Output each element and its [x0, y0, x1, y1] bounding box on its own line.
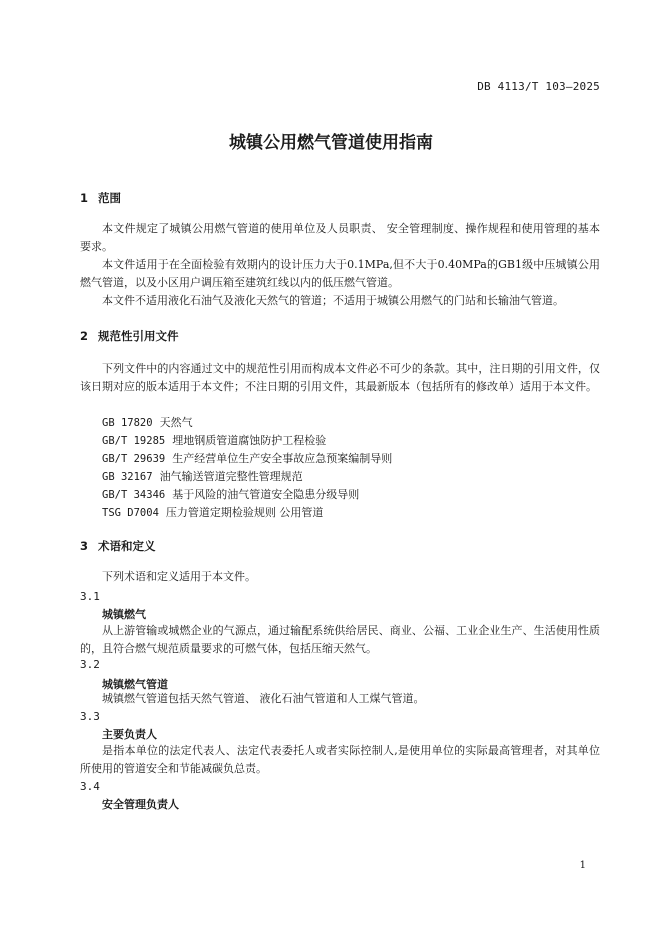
- term-definition: 是指本单位的法定代表人、法定代表委托人或者实际控制人,是使用单位的实际最高管理者，对其单位所使用的管道安全和节能减碳负总责。: [80, 744, 600, 775]
- document-code: DB 4113/T 103—2025: [477, 80, 600, 93]
- reference-item: [102, 468, 303, 484]
- paragraph: 下列术语和定义适用于本文件。: [102, 570, 256, 583]
- reference-name: 压力管道定期检验规则 公用管道: [165, 506, 324, 519]
- term-number: 3.4: [80, 780, 100, 793]
- section-number: 3: [80, 539, 89, 553]
- document-title: 城镇公用燃气管道使用指南: [229, 133, 433, 153]
- paragraph: 本文件适用于在全面检验有效期内的设计压力大于0.1MPa,但不大于0.40MPa的GB1级中压城镇公用燃气管道，以及小区用户调压箱至建筑红线以内的低压燃气管道。: [80, 258, 600, 289]
- section-number: 1: [80, 191, 89, 205]
- reference-code: GB 32167: [102, 471, 153, 483]
- reference-name: 天然气: [159, 416, 193, 429]
- reference-name: 埋地钢质管道腐蚀防护工程检验: [172, 434, 327, 447]
- reference-code: GB/T 29639: [102, 453, 166, 465]
- reference-code: GB/T 19285: [102, 435, 166, 447]
- page-number: 1: [579, 860, 586, 871]
- reference-name: 基于风险的油气管道安全隐患分级导则: [172, 488, 360, 501]
- section-title: 术语和定义: [98, 539, 156, 553]
- reference-item: [102, 432, 326, 448]
- section-number: 2: [80, 329, 89, 343]
- term-title: 城镇燃气管道: [102, 678, 168, 691]
- term-definition: 城镇燃气管道包括天然气管道、 液化石油气管道和人工煤气管道。: [102, 692, 425, 705]
- term-number: 3.3: [80, 710, 100, 723]
- reference-code: TSG D7004: [102, 507, 159, 519]
- reference-item: [102, 504, 323, 520]
- section-title: 规范性引用文件: [98, 329, 179, 343]
- reference-name: 生产经营单位生产安全事故应急预案编制导则: [172, 452, 393, 465]
- reference-name: 油气输送管道完整性管理规范: [159, 470, 303, 483]
- reference-item: [102, 414, 193, 430]
- term-title: 主要负责人: [102, 728, 157, 741]
- term-title: 安全管理负责人: [102, 798, 179, 811]
- section-3-heading: [80, 538, 156, 554]
- reference-code: GB/T 34346: [102, 489, 166, 501]
- section-2-heading: [80, 328, 179, 344]
- paragraph: 本文件不适用液化石油气及液化天然气的管道；不适用于城镇公用燃气的门站和长输油气管道。: [102, 294, 564, 307]
- section-title: 范围: [98, 191, 121, 205]
- term-title: 城镇燃气: [102, 608, 146, 621]
- term-definition: 从上游管输或城燃企业的气源点，通过输配系统供给居民、商业、公福、工业企业生产、生活使用性质的，且符合燃气规范质量要求的可燃气体，包括压缩天然气。: [80, 624, 600, 655]
- term-number: 3.1: [80, 590, 100, 603]
- term-number: 3.2: [80, 658, 100, 671]
- section-1-heading: [80, 190, 121, 206]
- paragraph: 下列文件中的内容通过文中的规范性引用而构成本文件必不可少的条款。其中，注日期的引用文件，仅该日期对应的版本适用于本文件；不注日期的引用文件，其最新版本（包括所有的修改单）适用于本文件。: [80, 362, 600, 393]
- reference-code: GB 17820: [102, 417, 153, 429]
- paragraph: 本文件规定了城镇公用燃气管道的使用单位及人员职责、 安全管理制度、操作规程和使用管理的基本要求。: [80, 222, 600, 253]
- reference-item: [102, 450, 392, 466]
- reference-item: [102, 486, 359, 502]
